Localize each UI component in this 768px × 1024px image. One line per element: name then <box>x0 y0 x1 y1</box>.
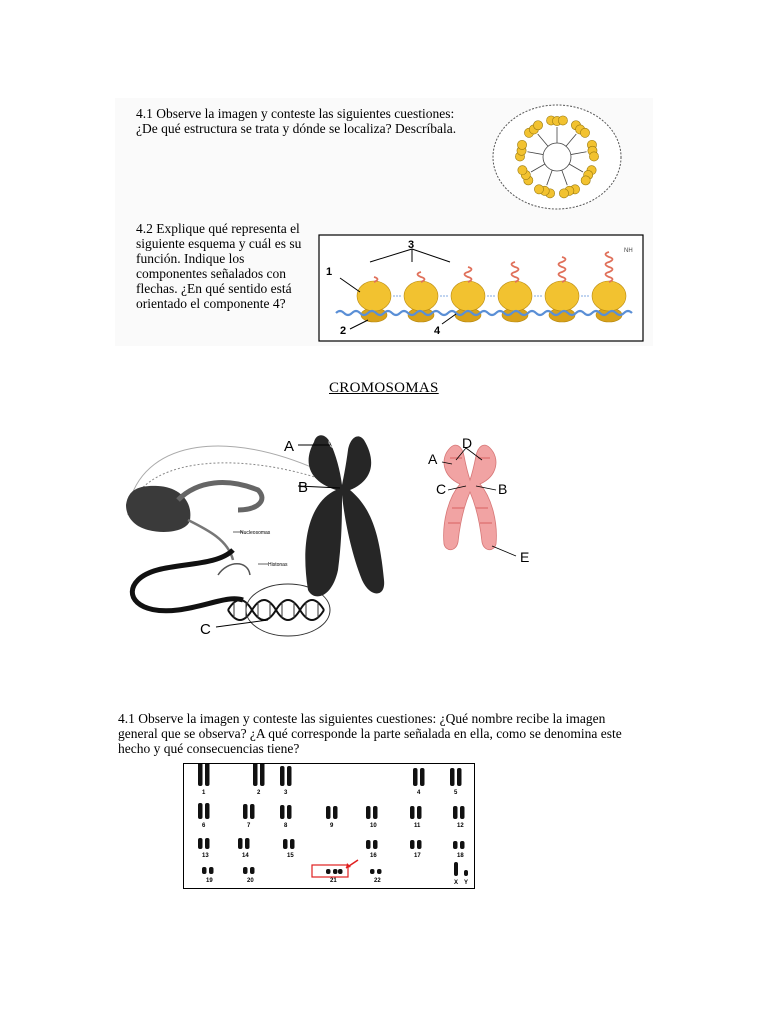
pink-chromosome-diagram <box>420 428 550 570</box>
chromosome-pair-22 <box>370 869 382 884</box>
ribosome-large-subunit <box>404 281 438 311</box>
chromosome-number: 18 <box>457 853 464 859</box>
chromosome-number: 5 <box>454 790 458 796</box>
label-b: B <box>298 479 309 496</box>
microtubule <box>558 116 567 125</box>
chromosome-pair-19 <box>202 867 214 884</box>
histonas-label: Histonas <box>268 562 288 568</box>
label-nh: NH <box>624 248 633 254</box>
microtubule <box>534 185 543 194</box>
chromosome-number: 20 <box>247 878 254 884</box>
question-line: siguiente esquema y cuál es su <box>136 236 302 251</box>
question-line: orientado el componente 4? <box>136 296 286 311</box>
chromosome-number: 8 <box>284 823 288 829</box>
metaphase-chromosome <box>305 435 384 596</box>
chromosome-number: 9 <box>330 823 334 829</box>
label-c: C <box>200 621 211 638</box>
chromosome-pair-10 <box>366 806 378 829</box>
chromosome-number: 21 <box>330 878 337 884</box>
chromosome-pair-2 <box>253 764 265 796</box>
microtubule <box>589 152 598 161</box>
question-line: 4.1 Observe la imagen y conteste las siguientes cuestiones: <box>136 106 455 121</box>
label-d: D <box>462 435 473 451</box>
chromosome-pair-16 <box>366 840 378 859</box>
label-4: 4 <box>434 325 441 337</box>
ribosome-large-subunit <box>545 281 579 311</box>
chromosome-number: 2 <box>257 790 261 796</box>
chromosome-pair-17 <box>410 840 422 859</box>
chromosome-number: X <box>454 880 459 886</box>
centriole-diagram <box>490 102 624 212</box>
chromosome-pair-1 <box>198 764 210 796</box>
ribosome-large-subunit <box>357 281 391 311</box>
microtubule <box>581 176 590 185</box>
section-heading: CROMOSOMAS <box>329 380 439 396</box>
chromosome-pair-13 <box>198 838 210 859</box>
chromosome-pair-3 <box>280 766 292 796</box>
ribosome-large-subunit <box>451 281 485 311</box>
chromosome-number: 10 <box>370 823 377 829</box>
question-line: 4.1 Observe la imagen y conteste las siguientes cuestiones: ¿Qué nombre recibe la imagen <box>118 711 606 726</box>
label-a: A <box>284 438 295 455</box>
polyribosome-diagram <box>318 234 644 342</box>
chromosome-pair-y <box>464 870 468 886</box>
chromosome-pair-20 <box>243 867 255 884</box>
microtubule <box>518 166 527 175</box>
karyotype-image <box>184 764 474 888</box>
microtubule <box>533 121 542 130</box>
question-line: general que se observa? ¿A qué corresponde la parte señalada en ella, como se denomina este <box>118 726 622 741</box>
label-1: 1 <box>326 266 333 278</box>
label-a: A <box>428 451 438 467</box>
chromosome-pair-11 <box>410 806 422 829</box>
chromosome-pair-14 <box>238 838 250 859</box>
chromosome-number: 19 <box>206 878 213 884</box>
chromosome-pair-x <box>454 862 458 886</box>
extra-chromosome-21 <box>338 869 343 874</box>
chromosome-pair-8 <box>280 805 292 829</box>
microtubule <box>517 140 526 149</box>
question-line: ¿De qué estructura se trata y dónde se localiza? Descríbala. <box>136 121 457 136</box>
centriole-hub <box>543 143 571 171</box>
chromosome-number: 22 <box>374 878 381 884</box>
dna-helix <box>228 600 324 620</box>
chromosome-pair-18 <box>453 841 465 859</box>
label-2: 2 <box>340 325 347 337</box>
question-4-1-bottom <box>118 711 653 756</box>
question-line: 4.2 Explique qué representa el <box>136 221 300 236</box>
chromosome-number: 6 <box>202 823 206 829</box>
microtubule <box>559 189 568 198</box>
chromosome-pair-15 <box>283 839 295 859</box>
chromosome-number: 12 <box>457 823 464 829</box>
ribosome-large-subunit <box>592 281 626 311</box>
label-b: B <box>498 481 508 497</box>
karyotype-panel <box>183 763 475 889</box>
chromosome-pair-12 <box>453 806 465 829</box>
chromosome-number: 17 <box>414 853 421 859</box>
chromosome-number: 7 <box>247 823 251 829</box>
question-line: componentes señalados con <box>136 266 286 281</box>
chromatin-diagram <box>118 420 408 645</box>
label-3: 3 <box>408 239 415 251</box>
microtubule <box>580 128 589 137</box>
chromatin-coil <box>126 486 190 532</box>
chromosome-pair-6 <box>198 803 210 829</box>
chromosome-pair-4 <box>413 768 425 796</box>
question-line: hecho y qué consecuencias tiene? <box>118 741 300 756</box>
question-line: flechas. ¿En qué sentido está <box>136 281 292 296</box>
chromosome-number: 4 <box>417 790 421 796</box>
nucleosomas-label: Nucleosomas <box>240 530 271 536</box>
label-c: C <box>436 481 447 497</box>
label-e: E <box>520 549 530 565</box>
chromosome-pair-7 <box>243 804 255 829</box>
question-4-2 <box>136 221 301 311</box>
question-line: función. Indique los <box>136 251 245 266</box>
chromosome-number: 13 <box>202 853 209 859</box>
chromosome-number: Y <box>464 880 469 886</box>
chromosome-number: 15 <box>287 853 294 859</box>
chromosome-pair-9 <box>326 806 338 829</box>
chromosome-number: 11 <box>414 823 421 829</box>
chromosome-number: 3 <box>284 790 288 796</box>
chromosome-number: 16 <box>370 853 377 859</box>
question-4-1-top <box>136 106 456 136</box>
chromosome-pair-5 <box>450 768 462 796</box>
ribosome-large-subunit <box>498 281 532 311</box>
chromosome-number: 14 <box>242 853 249 859</box>
chromosome-number: 1 <box>202 790 206 796</box>
